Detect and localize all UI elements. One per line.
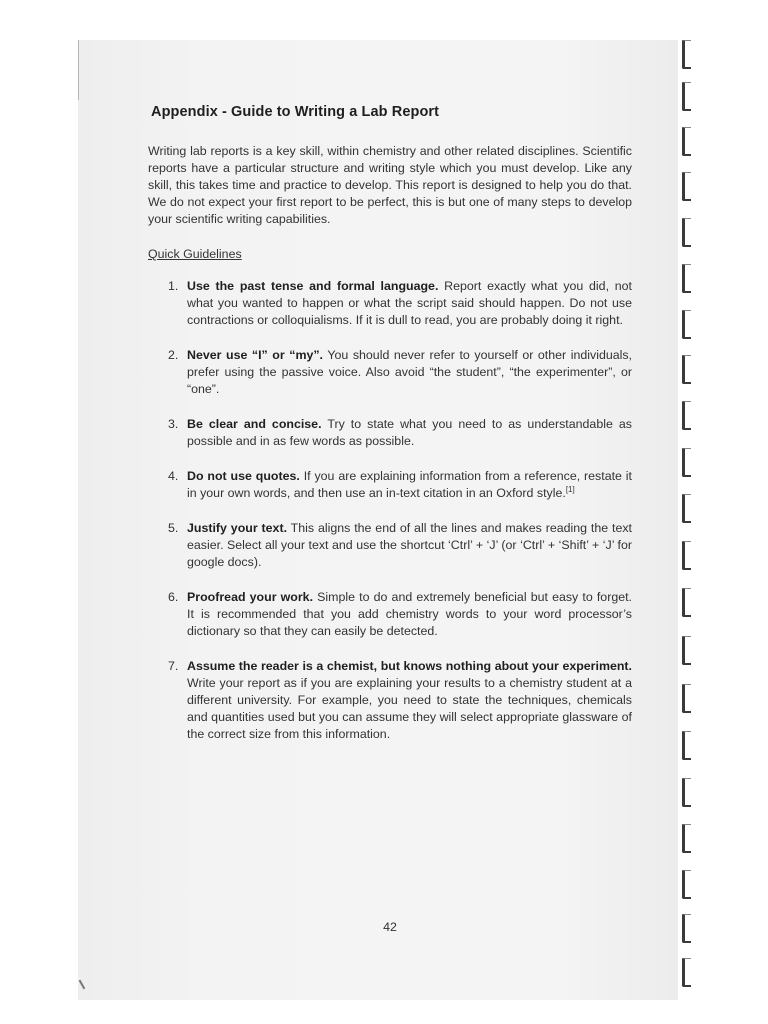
page-number: 42 xyxy=(383,920,397,934)
guideline-text: Simple to do and extremely beneficial but easy to forget. It is recommended that you add chemistry words to your word processor’s dictionary so that they can easily be detected. xyxy=(187,590,632,638)
binding-ring xyxy=(682,870,691,899)
paper-edge xyxy=(78,40,79,100)
guideline-item xyxy=(148,520,632,571)
document-body xyxy=(148,104,632,761)
guideline-number: 6. xyxy=(168,590,179,604)
guideline-lead: Be clear and concise. xyxy=(187,417,322,431)
guideline-lead: Assume the reader is a chemist, but knows nothing about your experiment. xyxy=(187,659,632,673)
binding-ring xyxy=(682,684,691,713)
guidelines-list xyxy=(148,278,632,743)
guideline-text: Write your report as if you are explaining your results to a chemistry student at a different university. For example, you need to state the techniques, chemicals and quantities used but you can assume they will select appropriate glassware of the correct size from this information. xyxy=(187,676,632,741)
guideline-number: 4. xyxy=(168,469,179,483)
binding-ring xyxy=(682,310,691,339)
binding-ring xyxy=(682,958,691,987)
binding-ring xyxy=(682,494,691,523)
guideline-number: 7. xyxy=(168,659,179,673)
binding-ring xyxy=(682,40,691,69)
guideline-number: 5. xyxy=(168,521,179,535)
binding-ring xyxy=(682,82,691,111)
guideline-text: If you are explaining information from a reference, restate it in your own words, and then use an in-text citation in an Oxford style. xyxy=(187,469,632,500)
citation-marker: [1] xyxy=(565,484,575,494)
guideline-item xyxy=(148,468,632,502)
guideline-item xyxy=(148,658,632,743)
page-title: Appendix - Guide to Writing a Lab Report xyxy=(151,104,440,120)
guideline-text: Report exactly what you did, not what you wanted to happen or what the script said should happen. Do not use contractions or colloquialisms. If it is dull to read, you are probably doing it right. xyxy=(187,279,632,327)
binding-ring xyxy=(682,541,691,570)
binding-ring xyxy=(682,401,691,430)
guideline-lead: Do not use quotes. xyxy=(187,469,300,483)
guideline-number: 2. xyxy=(168,348,179,362)
intro-paragraph: Writing lab reports is a key skill, within chemistry and other related disciplines. Scientific reports have a particular structure and writing style which you must develop. Like any skill, this takes time and practice to develop. This report is designed to help you do that. We do not expect your first report to be perfect, this is but one of many steps to develop your scientific writing capabilities. xyxy=(148,144,632,226)
binding-ring xyxy=(682,636,691,665)
guideline-text: Try to state what you need to as understandable as possible and in as few words as possible. xyxy=(187,417,632,448)
guideline-lead: Justify your text. xyxy=(187,521,288,535)
binding-ring xyxy=(682,448,691,477)
guideline-item xyxy=(148,416,632,450)
section-heading: Quick Guidelines xyxy=(148,247,242,261)
guideline-item xyxy=(148,278,632,329)
spiral-binding xyxy=(676,0,706,1024)
binding-ring xyxy=(682,127,691,156)
binding-ring xyxy=(682,588,691,617)
guideline-item xyxy=(148,589,632,640)
binding-ring xyxy=(682,218,691,247)
guideline-number: 1. xyxy=(168,279,179,293)
binding-ring xyxy=(682,172,691,201)
guideline-item xyxy=(148,347,632,398)
binding-ring xyxy=(682,778,691,807)
guideline-lead: Use the past tense and formal language. xyxy=(187,279,439,293)
binding-ring xyxy=(682,824,691,853)
binding-ring xyxy=(682,355,691,384)
guideline-text: This aligns the end of all the lines and makes reading the text easier. Select all your text and use the shortcut ‘Ctrl’ + ‘J’ (or ‘Ctrl’ + ‘Shift’ + ‘J’ for google docs). xyxy=(187,521,632,569)
guideline-text: You should never refer to yourself or other individuals, prefer using the passive voice. Also avoid “the student”, “the experimenter”, or “one”. xyxy=(187,348,633,396)
binding-ring xyxy=(682,914,691,943)
guideline-number: 3. xyxy=(168,417,179,431)
guideline-lead: Never use “I” or “my”. xyxy=(187,348,324,362)
binding-ring xyxy=(682,731,691,760)
guideline-lead: Proofread your work. xyxy=(187,590,314,604)
binding-ring xyxy=(682,264,691,293)
